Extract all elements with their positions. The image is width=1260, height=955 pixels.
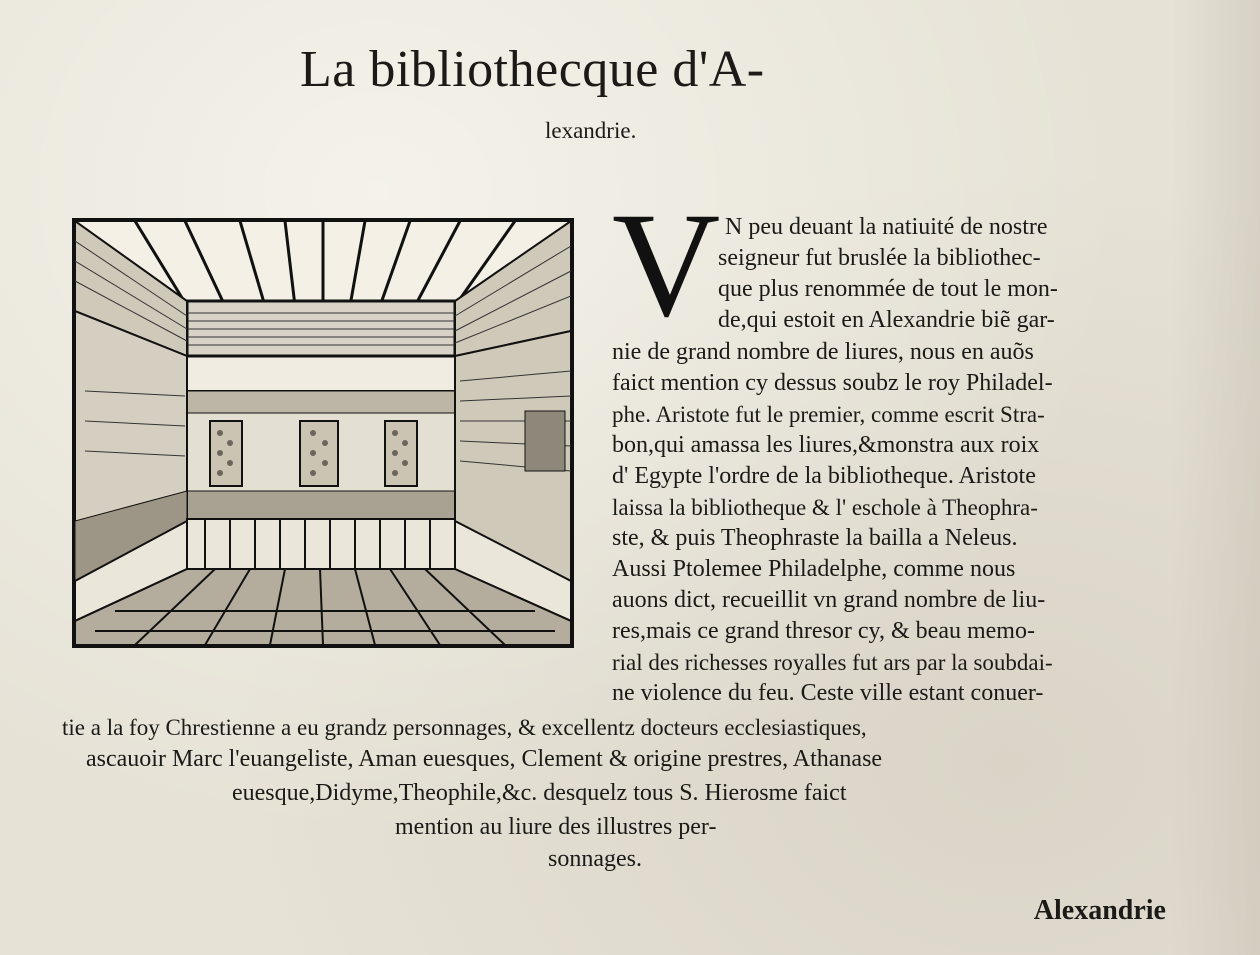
text-line: bon,qui amassa les liures,&monstra aux roix bbox=[612, 432, 1040, 458]
text-line: res,mais ce grand thresor cy, & beau memo- bbox=[612, 618, 1035, 644]
text-line: phe. Aristote fut le premier, comme escrit Stra- bbox=[612, 402, 1045, 427]
woodcut-illustration bbox=[72, 218, 574, 648]
page-edge-shadow bbox=[1170, 0, 1260, 955]
text-line: sonnages. bbox=[548, 846, 642, 872]
text-line: nie de grand nombre de liures, nous en auõs bbox=[612, 339, 1034, 365]
text-line: tie a la foy Chrestienne a eu grandz personnages, & excellentz docteurs ecclesiastiques, bbox=[62, 715, 867, 740]
text-line: Aussi Ptolemee Philadelphe, comme nous bbox=[612, 556, 1016, 582]
text-line: faict mention cy dessus soubz le roy Philadel- bbox=[612, 370, 1053, 396]
catchword-footer: Alexandrie bbox=[1033, 895, 1166, 926]
text-line: mention au liure des illustres per- bbox=[395, 814, 717, 840]
text-line: seigneur fut bruslée la bibliothec- bbox=[718, 245, 1041, 271]
text-line: de,qui estoit en Alexandrie biẽ gar- bbox=[718, 307, 1055, 333]
text-line: d' Egypte l'ordre de la bibliotheque. Aristote bbox=[612, 463, 1036, 489]
text-line: ne violence du feu. Ceste ville estant conuer- bbox=[612, 680, 1044, 706]
text-line: ascauoir Marc l'euangeliste, Aman euesques, Clement & origine prestres, Athanase bbox=[86, 746, 883, 772]
library-hall-woodcut bbox=[75, 221, 571, 645]
text-line: laissa la bibliotheque & l' eschole à Theophra- bbox=[612, 495, 1038, 520]
text-line: N peu deuant la natiuité de nostre bbox=[725, 214, 1048, 240]
text-line: rial des richesses royalles fut ars par la soubdai- bbox=[612, 650, 1053, 675]
text-line: ste, & puis Theophraste la bailla a Neleus. bbox=[612, 525, 1018, 551]
text-line: que plus renommée de tout le mon- bbox=[718, 276, 1058, 302]
drop-cap: V bbox=[612, 182, 721, 348]
text-line: auons dict, recueillit vn grand nombre de liu- bbox=[612, 587, 1046, 613]
page-title-continuation: lexandrie. bbox=[545, 118, 637, 143]
text-line: euesque,Didyme,Theophile,&c. desquelz tous S. Hierosme faict bbox=[232, 780, 847, 806]
page-title: La bibliothecque d'A- bbox=[300, 41, 765, 98]
